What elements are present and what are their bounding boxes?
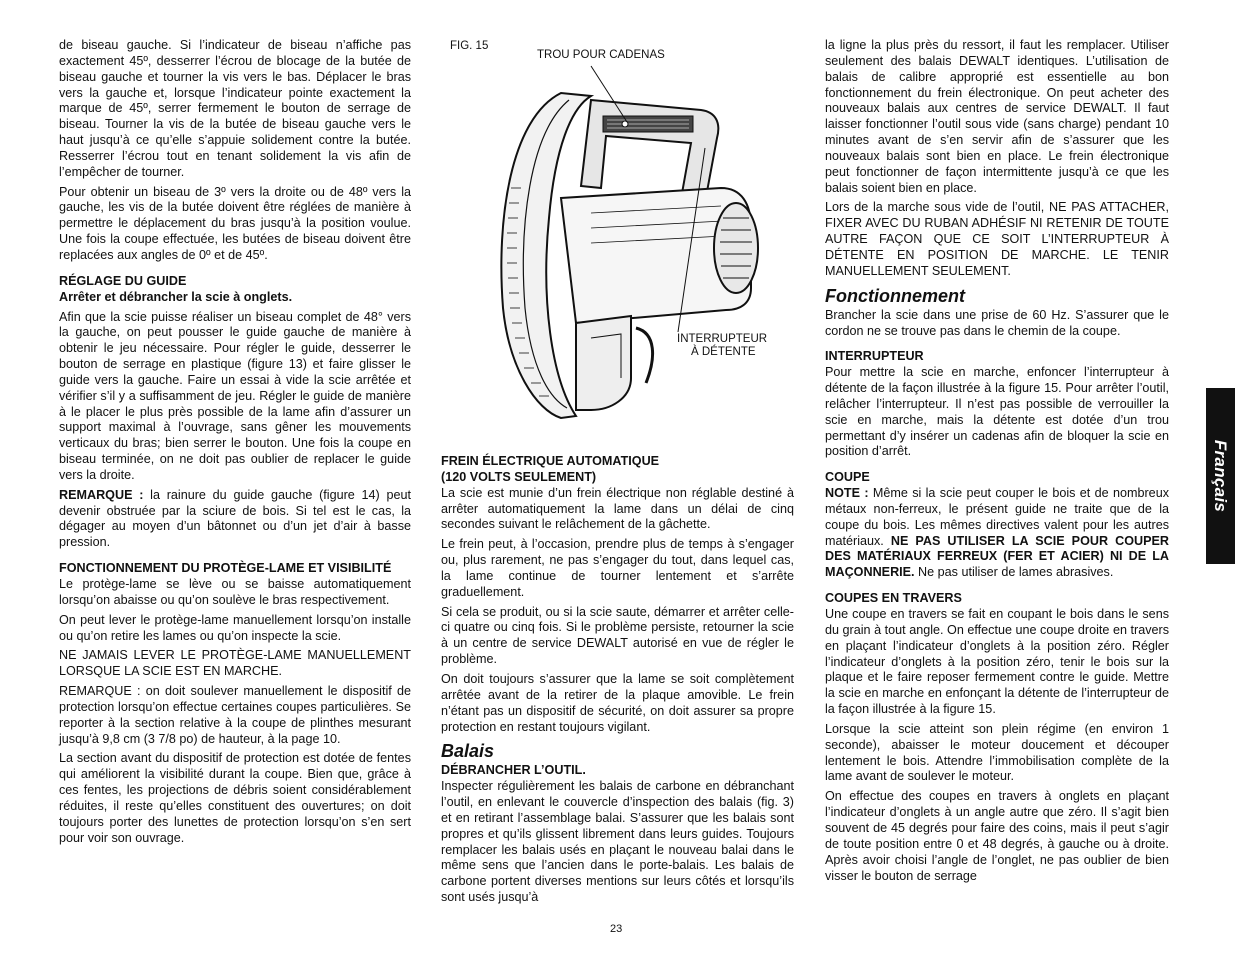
paragraph-brake-service: Si cela se produit, ou si la scie saute, démarrer et arrêter celle-ci quatre ou cinq fois. Si le problème persiste, retourner la scie à un centre de service DEWALT autorisé en vue de régler le problème.: [441, 604, 794, 667]
paragraph-brake-delay: Le frein peut, à l’occasion, prendre plus de temps à s’engager ou, plus rarement, ne pas s’engager du tout, dans lequel cas, la lame continue de tourner lentement et s’arrête graduellement.: [441, 537, 794, 599]
paragraph-crosscut-speed: Lorsque la scie atteint son plein régime (en environ 1 seconde), abaisser le moteur doucement et découper lentement le bois. Attendre l’immobilisation complète de la lame avant de soulever le moteur.: [825, 721, 1169, 784]
paragraph-guard-note: REMARQUE : on doit soulever manuellement le dispositif de protection lorsqu’on effectue certaines coupes particulières. Se reporter à la section relative à la coupe de plinthes mesurant jusqu’à 9,8 cm (3 7/8 po) de hauteur, à la page 10.: [59, 684, 411, 746]
miter-saw-illustration: [441, 38, 801, 438]
paragraph-guard-visibility: La section avant du dispositif de protection est dotée de fentes qui améliorent la visibilité durant la coupe. Bien que, grâce à ces fentes, les projections de débris soient considérablement réduites, il reste qu’elles constituent des ouvertures; on doit toujours porter des lunettes de protection lorsqu’on s’en sert pour voir son ouvrage.: [59, 751, 411, 845]
paragraph-guard-auto: Le protège-lame se lève ou se baisse automatiquement lorsqu’on abaisse ou qu’on soulève le bras respectivement.: [59, 577, 411, 607]
paragraph-trigger-warning: Lors de la marche sous vide de l’outil, NE PAS ATTACHER, FIXER AVEC DU RUBAN ADHÉSIF NI RETENIR DE TOUTE AUTRE FAÇON QUE CE SOIT L’INTERRUPTEUR À DÉTENTE EN POSITION DE MARCHE. LE TENIR MANUELLEMENT SEULEMENT.: [825, 200, 1169, 278]
callout-padlock-hole: TROU POUR CADENAS: [537, 49, 665, 61]
paragraph-cutting-note: NOTE : Même si la scie peut couper le bois et de nombreux métaux non-ferreux, le présent guide ne traite que de la coupe du bois. Les mêmes directives valent pour les autres matériaux. NE PAS UTILISER LA SCIE POUR COUPER DES MATÉRIAUX FERREUX (FER ET ACIER) NI DE LA MAÇONNERIE. Ne pas utiliser de lames abrasives.: [825, 486, 1169, 580]
heading-unplug-tool: DÉBRANCHER L’OUTIL.: [441, 763, 586, 778]
heading-crosscuts: COUPES EN TRAVERS: [825, 591, 962, 606]
right-column: [825, 38, 1169, 888]
paragraph-bevel-range: Pour obtenir un biseau de 3º vers la droite ou de 48º vers la gauche, les vis de la butée doivent être réglées de manière à permettre le déplacement du bras jusqu’à la position voulue. Une fois la coupe effectuée, les butées de biseau doivent être replacées aux angles de 0º et de 45º.: [59, 184, 411, 262]
subheading-unplug-saw: Arrêter et débrancher la scie à onglets.: [59, 289, 293, 304]
paragraph-crosscut-straight: Une coupe en travers se fait en coupant le bois dans le sens du grain à tout angle. On effectue une coupe droite en travers en plaçant l’indicateur d’onglets à la position zéro. Régler l’indicateur d’onglets à la position zéro, tenir le bois sur la plaque et le faire reposer fermement contre le guide. Mettre la scie en marche en enfonçant la détente de l’interrupteur de la façon illustrée à la figure 15.: [825, 607, 1169, 717]
paragraph-guard-manual: On peut lever le protège-lame manuellement lorsqu’on installe ou qu’on retire les lames ou qu’on inspecte la scie.: [59, 612, 411, 643]
paragraph-crosscut-miter: On effectue des coupes en travers à onglets en plaçant l’indicateur d’onglets à un angle autre que zéro. Il s’agit bien souvent de 45 degrés pour faire des coins, mais il peut s’agir de toute position entre 0 et 48 degrés, à gauche ou à droite. Après avoir choisi l’angle de l’onglet, ne pas oublier de bien visser le bouton de serrage: [825, 789, 1169, 883]
heading-cutting: COUPE: [825, 470, 870, 485]
heading-brushes: Balais: [441, 741, 495, 762]
paragraph-bevel-left: de biseau gauche. Si l’indicateur de biseau n’affiche pas exactement 45º, desserrer l’écrou de blocage de la butée de biseau gauche et tourner la vis vers le bas. Déplacer le bras vers la gauche et, lorsque l’indicateur pointe exactement la marque de 45º, serrer fermement le bouton de serrage de biseau. Tourner la vis de la butée de biseau gauche vers le haut jusqu’à ce qu’elle s’appuie solidement contre la butée. Resserrer l’écrou tout en tenant solidement la vis afin de l’empêcher de tourner.: [59, 38, 411, 179]
heading-brake-line1: FREIN ÉLECTRIQUE AUTOMATIQUE: [441, 454, 660, 468]
middle-column: [441, 454, 794, 910]
heading-operation: Fonctionnement: [825, 285, 965, 306]
paragraph-plug-in: Brancher la scie dans une prise de 60 Hz. S’assurer que le cordon ne se trouve pas dans le chemin de la coupe.: [825, 307, 1169, 338]
heading-switch: INTERRUPTEUR: [825, 349, 924, 364]
paragraph-guide-adjust: Afin que la scie puisse réaliser un biseau complet de 48° vers la gauche, on peut pousser le guide gauche de manière à obtenir le jeu nécessaire. Pour régler le guide, desserrer le bouton de serrage en plastique (figure 13) et faire glisser le guide vers la gauche. Faire un essai à vide la scie arrêtée et vérifier s’il y a suffisamment de jeu. Régler le guide de manière à le placer le plus près possible de la lame afin d’assurer un support maximal à l’ouvrage, sans gêner les mouvements verticaux du bras; bien serrer le bouton. Une fois la coupe en biseau terminée, on ne doit pas oublier de replacer le guide vers la droite.: [59, 309, 411, 482]
callout-trigger-line1: INTERRUPTEUR: [677, 333, 768, 345]
paragraph-brush-replace: la ligne la plus près du ressort, il faut les remplacer. Utiliser seulement des balais DEWALT identiques. L’utilisation de balais de calibre approprié est essentielle au bon fonctionnement du frein électronique. On peut acheter des nouveaux balais aux centres de service DEWALT. Il faut laisser fonctionner l’outil sous vide (sans charge) pendant 10 minutes avant de s’en servir afin de s’assurer que les nouveaux balais sont bien en place. Le frein électronique peut fonctionner de façon intermittente jusqu’à ce que les balais soient bien en place.: [825, 38, 1169, 195]
paragraph-guide-note: [59, 488, 411, 551]
language-tab: [1206, 388, 1235, 564]
note-text: la rainure du guide gauche (figure 14) peut devenir obstruée par la sciure de bois. Si tel est le cas, la dégager au moyen d’un bâtonnet ou d’un jet d’air à basse pression.: [59, 487, 411, 550]
paragraph-brake-safety: On doit toujours s’assurer que la lame se soit complètement arrêtée avant de la retirer de la plaque amovible. Le frein n’étant pas un dispositif de sécurité, on doit assurer sa propre protection en restant toujours vigilant.: [441, 671, 794, 734]
language-tab-label: Français: [1211, 439, 1231, 513]
paragraph-brush-inspection: Inspecter régulièrement les balais de carbone en débranchant l’outil, en enlevant le couvercle d’inspection des balais (fig. 3) et en retirant l’assemblage balai. S’assurer que les balais sont propres et qu’ils glissent librement dans leurs guides. Toujours remplacer les balais usés en plaçant le nouveau balai dans le même sens que l’ancien dans le porte-balais. Les balais de carbone portent diverses mentions sur leurs côtés et lorsqu’ils sont usés jusqu’à: [441, 779, 794, 905]
page-number: 23: [610, 923, 623, 935]
heading-guide-adjust: RÉGLAGE DU GUIDE: [59, 273, 187, 288]
heading-guard-operation: FONCTIONNEMENT DU PROTÈGE-LAME ET VISIBILITÉ: [59, 561, 392, 576]
paragraph-switch: Pour mettre la scie en marche, enfoncer l’interrupteur à détente de la façon illustrée à la figure 15. Pour arrêter l’outil, relâcher l’interrupteur. Il n’est pas possible de verrouiller la scie en marche, mais la détente est dotée d’un trou permettant d’y insérer un cadenas afin de bloquer la scie en position d’arrêt.: [825, 365, 1169, 459]
heading-brake-line2: (120 VOLTS SEULEMENT): [441, 469, 597, 484]
note-label: REMARQUE :: [59, 487, 144, 502]
figure-label: FIG. 15: [450, 40, 489, 52]
left-column: [59, 38, 411, 851]
figure-15: [441, 38, 801, 438]
paragraph-guard-warning: NE JAMAIS LEVER LE PROTÈGE-LAME MANUELLEMENT LORSQUE LA SCIE EST EN MARCHE.: [59, 648, 411, 679]
paragraph-brake-intro: La scie est munie d’un frein électrique non réglable destiné à arrêter automatiquement la lame dans un délai de cinq secondes suivant le relâchement de la gâchette.: [441, 485, 794, 532]
callout-trigger-line2: À DÉTENTE: [691, 346, 756, 358]
